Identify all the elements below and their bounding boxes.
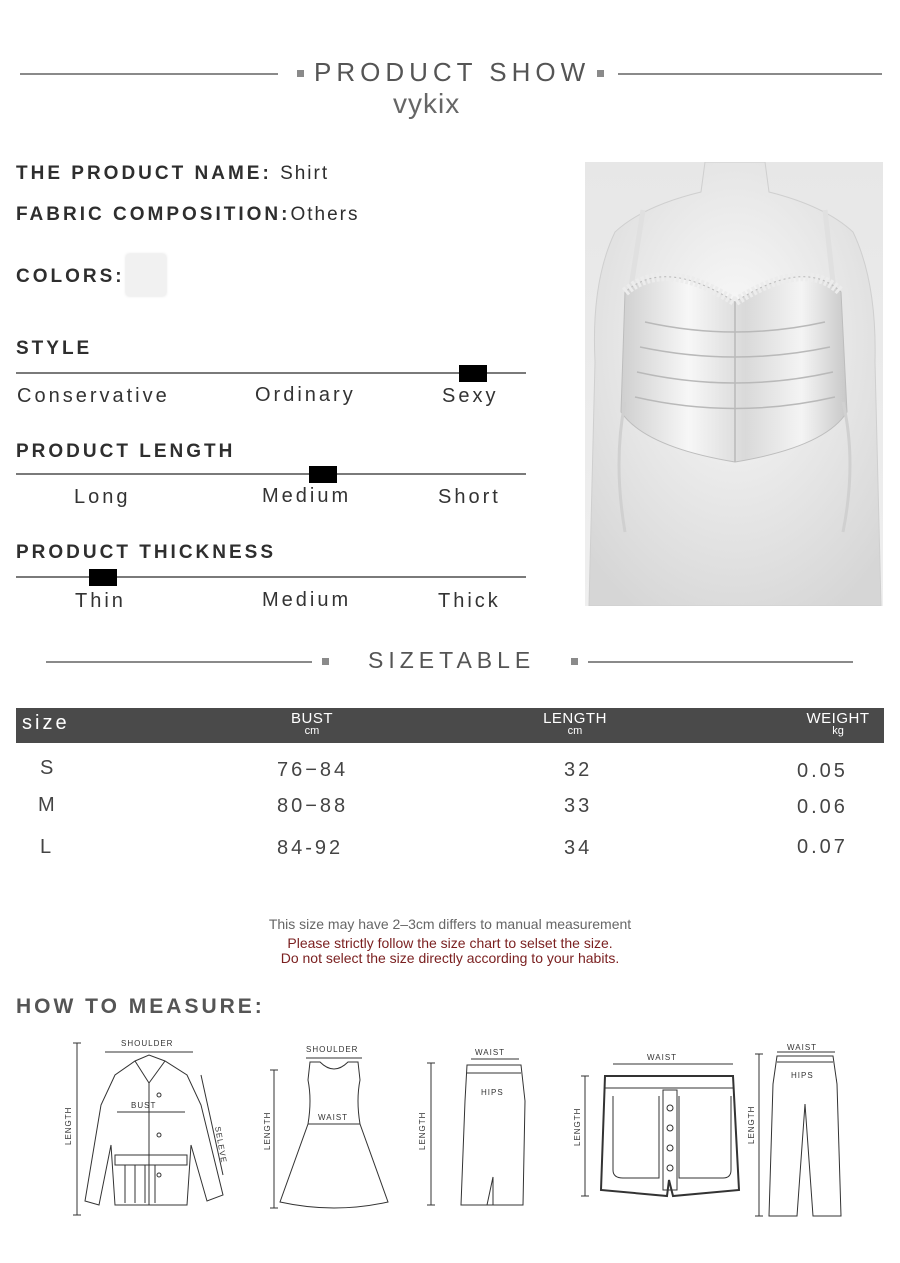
thickness-option-thin: Thin [75,590,126,612]
product-photo [585,162,883,606]
product-name-label: THE PRODUCT NAME: [16,163,272,184]
cell-length: 34 [564,837,593,859]
style-option-ordinary: Ordinary [255,384,356,406]
col-header-bust [272,712,352,738]
col-header-size [22,712,70,734]
skirt-length-label: LENGTH [418,1111,427,1150]
product-name-value: Shirt [280,163,330,184]
cell-bust: 76−84 [277,759,349,781]
colors-label: COLORS: [16,266,125,287]
header-square-right [597,70,604,77]
note-follow-chart: Please strictly follow the size chart to selset the size. [287,935,613,951]
style-scale-line [16,372,526,374]
length-option-medium: Medium [262,485,352,507]
cell-length: 32 [564,759,593,781]
col-header-weight [798,712,878,738]
col-header-bust-unit: cm [304,725,320,737]
cell-bust: 80−88 [277,795,349,817]
cell-size: L [40,836,55,858]
style-title: STYLE [16,338,93,359]
brand-name: vykix [393,88,461,119]
pants-waist-label: WAIST [787,1043,818,1052]
jacket-sleeve-label: SELEVE [213,1125,229,1164]
style-option-sexy: Sexy [442,385,499,407]
skirt-hips-label: HIPS [481,1088,504,1097]
how-to-measure-title: HOW TO MEASURE: [16,995,265,1018]
length-selected-marker [309,466,337,483]
col-header-length-label: LENGTH [543,710,607,727]
pants-length-label: LENGTH [747,1105,756,1144]
col-header-bust-label: BUST [290,710,333,727]
dress-length-label: LENGTH [263,1111,272,1150]
length-option-short: Short [438,486,501,508]
col-header-length [535,712,615,738]
cell-length: 33 [564,795,593,817]
sizetable-square-right [571,658,578,665]
product-name-row [16,163,329,185]
pants-hips-label: HIPS [791,1071,814,1080]
sizetable-rule-left [46,661,312,663]
note-habits: Do not select the size directly according to your habits. [280,950,620,966]
header-square-left [297,70,304,77]
skirt-diagram [415,1045,535,1215]
style-selected-marker [459,365,487,382]
sizetable-square-left [322,658,329,665]
cell-size: M [38,794,58,816]
cell-weight: 0.06 [797,796,848,818]
length-title: PRODUCT LENGTH [16,441,236,462]
thickness-selected-marker [89,569,117,586]
jacket-bust-label: BUST [131,1101,157,1110]
thickness-option-medium: Medium [262,589,352,611]
shorts-waist-label: WAIST [647,1053,678,1062]
pants-diagram [745,1040,845,1225]
cell-weight: 0.07 [797,836,848,858]
col-header-size-label: size [22,712,70,734]
col-header-length-unit: cm [567,725,583,737]
style-option-conservative: Conservative [17,385,170,407]
skirt-waist-label: WAIST [475,1048,506,1057]
dress-diagram [262,1040,397,1215]
cell-bust: 84-92 [277,837,344,859]
jacket-diagram [55,1035,235,1220]
jacket-length-label: LENGTH [64,1106,73,1145]
jacket-shoulder-label: SHOULDER [121,1039,174,1048]
fabric-label: FABRIC COMPOSITION: [16,204,291,225]
dress-shoulder-label: SHOULDER [306,1045,359,1054]
fabric-row [16,204,359,226]
note-measurement: This size may have 2–3cm differs to manual measurement [268,916,632,932]
size-table-header [16,708,884,743]
color-swatch[interactable] [126,254,166,296]
length-option-long: Long [74,486,131,508]
header-rule-left [20,73,278,75]
col-header-weight-unit: kg [832,725,844,737]
thickness-title: PRODUCT THICKNESS [16,542,277,563]
length-scale-line [16,473,526,475]
sizetable-title: SIZETABLE [368,647,536,673]
cell-size: S [40,757,57,779]
dress-waist-label: WAIST [318,1113,349,1122]
cell-weight: 0.05 [797,760,848,782]
shorts-length-label: LENGTH [573,1107,582,1146]
fabric-value: Others [290,204,360,225]
header-rule-right [618,73,882,75]
thickness-option-thick: Thick [438,590,501,612]
col-header-weight-label: WEIGHT [806,710,870,727]
shorts-diagram [573,1050,748,1200]
sizetable-rule-right [588,661,853,663]
page-title: PRODUCT SHOW [314,57,591,87]
